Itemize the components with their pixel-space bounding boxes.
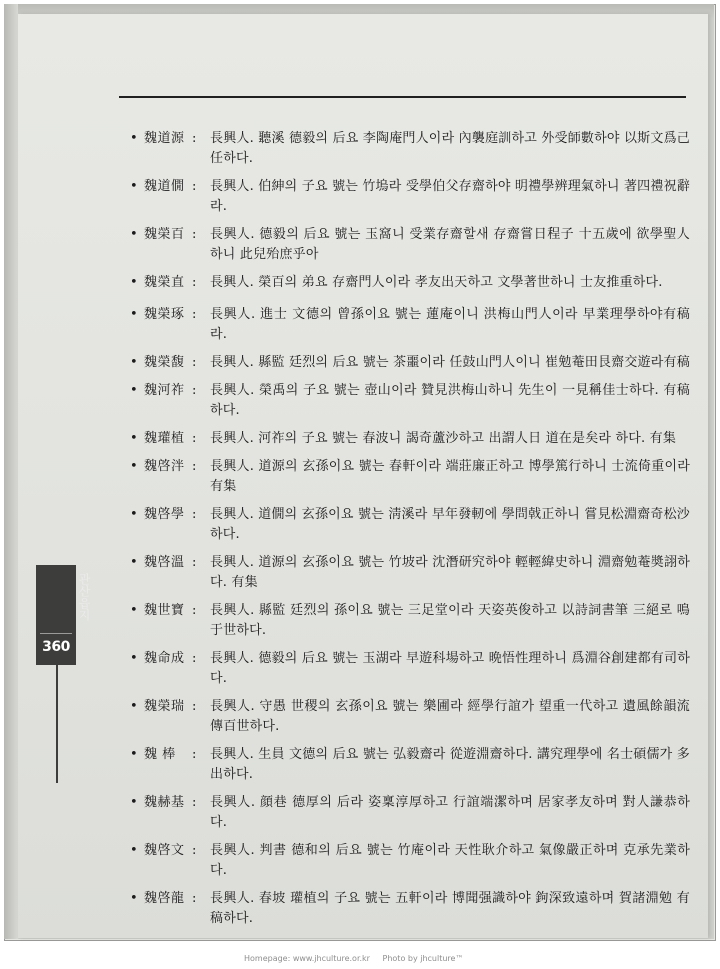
bullet-icon: • — [130, 795, 138, 810]
entry-text: 長興人. 聽溪 德毅의 后요 李陶庵門人이라 內襲庭訓하고 外受師數하야 以斯文爲己任하다. — [210, 131, 690, 166]
side-line — [56, 665, 58, 783]
entry-text: 長興人. 判書 德和의 后요 號는 竹庵이라 天性耿介하고 氣像嚴正하며 克承先業하다. — [210, 843, 690, 878]
entry — [130, 649, 690, 689]
entry-colon: : — [192, 555, 197, 570]
entry-name: 魏榮直 — [144, 275, 185, 290]
bullet-icon: • — [130, 507, 138, 522]
entry-colon: : — [192, 227, 197, 242]
entry-colon: : — [192, 699, 197, 714]
entry-colon: : — [192, 459, 197, 474]
entry-name: 魏啓龍 — [144, 891, 185, 906]
bullet-icon: • — [130, 891, 138, 906]
entry-text: 長興人. 春坡 瓘植의 子요 號는 五軒이라 博聞强識하야 鉤深致遠하며 賀諸淵勉 有稿하다. — [210, 891, 690, 926]
entry-name: 魏道源 — [144, 131, 185, 146]
entry-text: 長興人. 顔巷 德厚의 后라 姿稟淳厚하고 行誼端潔하며 居家孝友하며 對人謙恭하다. — [210, 795, 690, 830]
entry-text: 長興人. 榮百의 弟요 存齋門人이라 孝友出天하고 文學著世하니 士友推重하다. — [210, 275, 663, 290]
bullet-icon: • — [130, 603, 138, 618]
entry-colon: : — [192, 431, 197, 446]
bullet-icon: • — [130, 459, 138, 474]
photo-credit-footer — [244, 953, 514, 965]
entry — [130, 225, 690, 265]
entry-colon: : — [192, 843, 197, 858]
entry — [130, 601, 690, 641]
entries-list — [130, 129, 690, 937]
side-label — [36, 565, 91, 665]
entry-text: 長興人. 德毅의 后요 號는 玉窩니 受業存齋할새 存齋嘗日程子 十五歲에 欲學聖人하니 此兒殆庶乎아 — [210, 227, 690, 262]
entry-colon: : — [192, 275, 197, 290]
entry-name: 魏河祚 — [144, 383, 185, 398]
entry — [130, 505, 690, 545]
entry — [130, 177, 690, 217]
homepage-credit: Homepage: www.jhculture.or.kr — [244, 954, 370, 963]
entry-text: 長興人. 道僩의 玄孫이요 號는 淸溪라 早年發軔에 學問戟正하니 嘗見松淵齋奇松沙하다. — [210, 507, 690, 542]
header-rule — [119, 96, 686, 98]
entry-name: 魏啓溫 — [144, 555, 185, 570]
entry-text: 長興人. 道源의 玄孫이요 號는 竹坡라 沈潛研究하야 輕輕緯史하니 淵齋勉菴奬詡하다. 有集 — [210, 555, 690, 590]
entry — [130, 129, 690, 169]
entry-text: 長興人. 進士 文德의 曾孫이요 號는 蓮庵이니 洪梅山門人이라 早業理學하야有稿라. — [210, 307, 690, 342]
entry-text: 長興人. 縣監 廷烈의 后요 號는 茶噩이라 任鼓山門人이니 崔勉菴田艮齋交遊라有稿 — [210, 355, 690, 370]
entry-text: 長興人. 縣監 廷烈의 孫이요 號는 三足堂이라 天姿英俊하고 以詩詞書筆 三絕로 鳴于世하다. — [210, 603, 690, 638]
bullet-icon: • — [130, 555, 138, 570]
entry-colon: : — [192, 307, 197, 322]
entry — [130, 305, 690, 345]
entry-colon: : — [192, 355, 197, 370]
entry — [130, 429, 690, 449]
photo-credit: Photo by jhculture™ — [382, 954, 464, 963]
bullet-icon: • — [130, 179, 138, 194]
entry-colon: : — [192, 891, 197, 906]
entry-colon: : — [192, 507, 197, 522]
entry-text: 長興人. 道源의 玄孫이요 號는 春軒이라 端莊廉正하고 博學篤行하니 士流倚重이라 有集 — [210, 459, 690, 494]
entry — [130, 745, 690, 785]
entry-text: 長興人. 德毅의 后요 號는 玉湖라 早遊科場하고 晩悟性理하니 爲淵谷創建都有司하다. — [210, 651, 690, 686]
bullet-icon: • — [130, 699, 138, 714]
entry-colon: : — [192, 795, 197, 810]
bullet-icon: • — [130, 383, 138, 398]
entry-colon: : — [192, 131, 197, 146]
entry-text: 長興人. 伯紳의 子요 號는 竹塢라 受學伯父存齋하야 明禮學辨理氣하니 著四禮祝辭라. — [210, 179, 690, 214]
entry-name: 魏道僩 — [144, 179, 185, 194]
entry-name: 魏榮百 — [144, 227, 185, 242]
entry — [130, 793, 690, 833]
entry-name: 魏榮馥 — [144, 355, 185, 370]
entry-colon: : — [192, 179, 197, 194]
entry-colon: : — [192, 651, 197, 666]
entry-text: 長興人. 生員 文德의 后요 號는 弘毅齋라 從遊淵齋하다. 講究理學에 名士碩儒가 多出하다. — [210, 747, 690, 782]
side-divider — [40, 633, 72, 634]
bullet-icon: • — [130, 651, 138, 666]
entry-text: 長興人. 河祚의 子요 號는 春波니 謁奇蘆沙하고 出謂人日 道在是矣라 하다. 有集 — [210, 431, 677, 446]
book-spine — [4, 4, 18, 939]
entry — [130, 273, 690, 293]
bullet-icon: • — [130, 307, 138, 322]
entry-name: 魏赫基 — [144, 795, 185, 810]
bullet-icon: • — [130, 355, 138, 370]
entry-name: 魏榮琢 — [144, 307, 185, 322]
bullet-icon: • — [130, 275, 138, 290]
bullet-icon: • — [130, 131, 138, 146]
bullet-icon: • — [130, 747, 138, 762]
bullet-icon: • — [130, 431, 138, 446]
book-page — [18, 14, 708, 938]
bullet-icon: • — [130, 227, 138, 242]
entry-name: 魏 棒 — [144, 747, 176, 762]
entry — [130, 697, 690, 737]
entry-name: 魏瓘植 — [144, 431, 185, 446]
entry-name: 魏世寶 — [144, 603, 185, 618]
entry-name: 魏啓泮 — [144, 459, 185, 474]
bullet-icon: • — [130, 843, 138, 858]
entry — [130, 381, 690, 421]
entry — [130, 889, 690, 929]
entry-colon: : — [192, 383, 197, 398]
entry-name: 魏啓學 — [144, 507, 185, 522]
entry — [130, 553, 690, 593]
section-label: 관산읍지 — [77, 573, 91, 621]
page-number: 360 — [42, 639, 70, 655]
entry-name: 魏啓文 — [144, 843, 185, 858]
entry-colon: : — [192, 747, 197, 762]
entry-text: 長興人. 榮禹의 子요 號는 壺山이라 贊見洪梅山하니 先生이 一見稱佳士하다. 有稿하다. — [210, 383, 690, 418]
entry-colon: : — [192, 603, 197, 618]
entry — [130, 841, 690, 881]
entry — [130, 457, 690, 497]
entry-name: 魏榮瑞 — [144, 699, 185, 714]
entry-text: 長興人. 守愚 世稷의 玄孫이요 號는 樂圃라 經學行誼가 望重一代하고 遺風餘韻流傳百世하다. — [210, 699, 690, 734]
entry — [130, 353, 690, 373]
entry-name: 魏命成 — [144, 651, 185, 666]
